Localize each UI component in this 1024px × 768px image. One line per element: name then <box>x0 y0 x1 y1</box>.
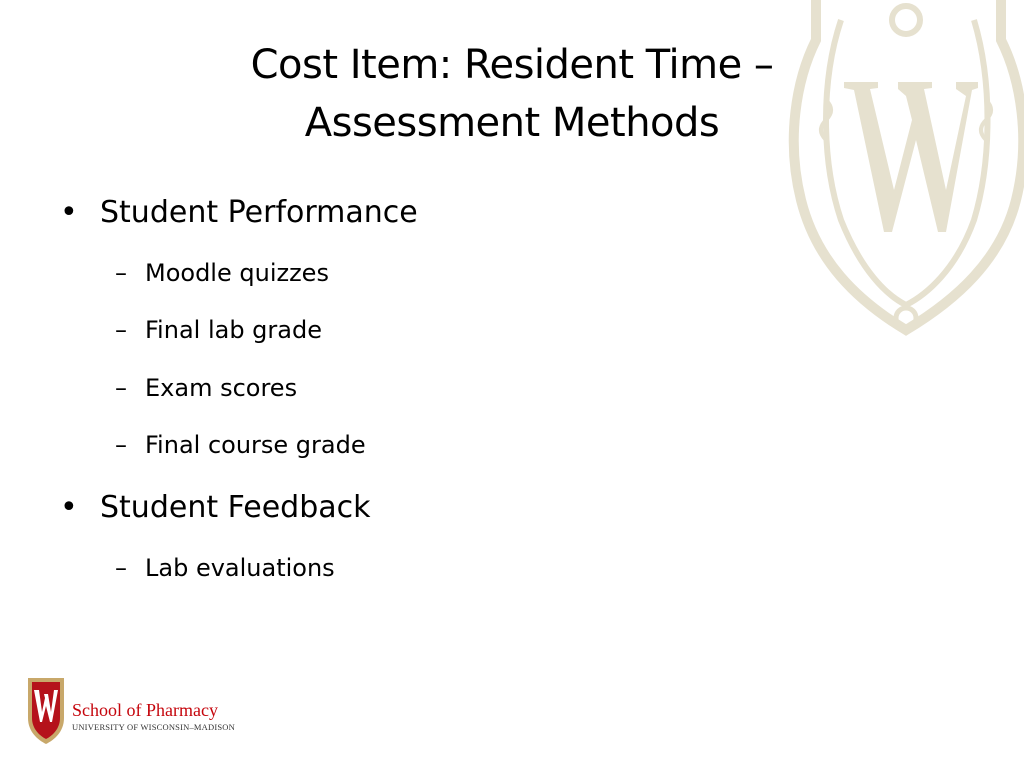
bullet-student-feedback <box>60 488 371 528</box>
sub-bullet-final-course-grade <box>115 429 366 461</box>
sub-bullet-exam-scores <box>115 372 298 404</box>
school-name: School of Pharmacy <box>72 700 218 720</box>
bullet-text: Final lab grade <box>145 316 322 344</box>
dash-marker: – <box>115 554 127 582</box>
bullet-text: Student Feedback <box>100 490 371 525</box>
bullet-text: Moodle quizzes <box>145 259 329 287</box>
dash-marker: – <box>115 374 127 402</box>
bullet-text: Lab evaluations <box>145 554 335 582</box>
bullet-marker: • <box>60 195 78 230</box>
bullet-marker: • <box>60 490 78 525</box>
dash-marker: – <box>115 259 127 287</box>
university-name: UNIVERSITY OF WISCONSIN–MADISON <box>72 722 235 732</box>
dash-marker: – <box>115 316 127 344</box>
dash-marker: – <box>115 431 127 459</box>
sub-bullet-moodle-quizzes <box>115 257 329 289</box>
bullet-text: Exam scores <box>145 374 298 402</box>
sub-bullet-final-lab-grade <box>115 314 322 346</box>
bullet-text: Final course grade <box>145 431 366 459</box>
slide-title-line-1: Cost Item: Resident Time – <box>250 42 774 88</box>
sub-bullet-lab-evaluations <box>115 552 335 584</box>
bullet-student-performance <box>60 193 418 233</box>
school-of-pharmacy-logo <box>22 674 262 746</box>
bullet-text: Student Performance <box>100 195 418 230</box>
uw-crest-icon <box>28 678 64 744</box>
slide-title-line-2: Assessment Methods <box>304 100 720 146</box>
